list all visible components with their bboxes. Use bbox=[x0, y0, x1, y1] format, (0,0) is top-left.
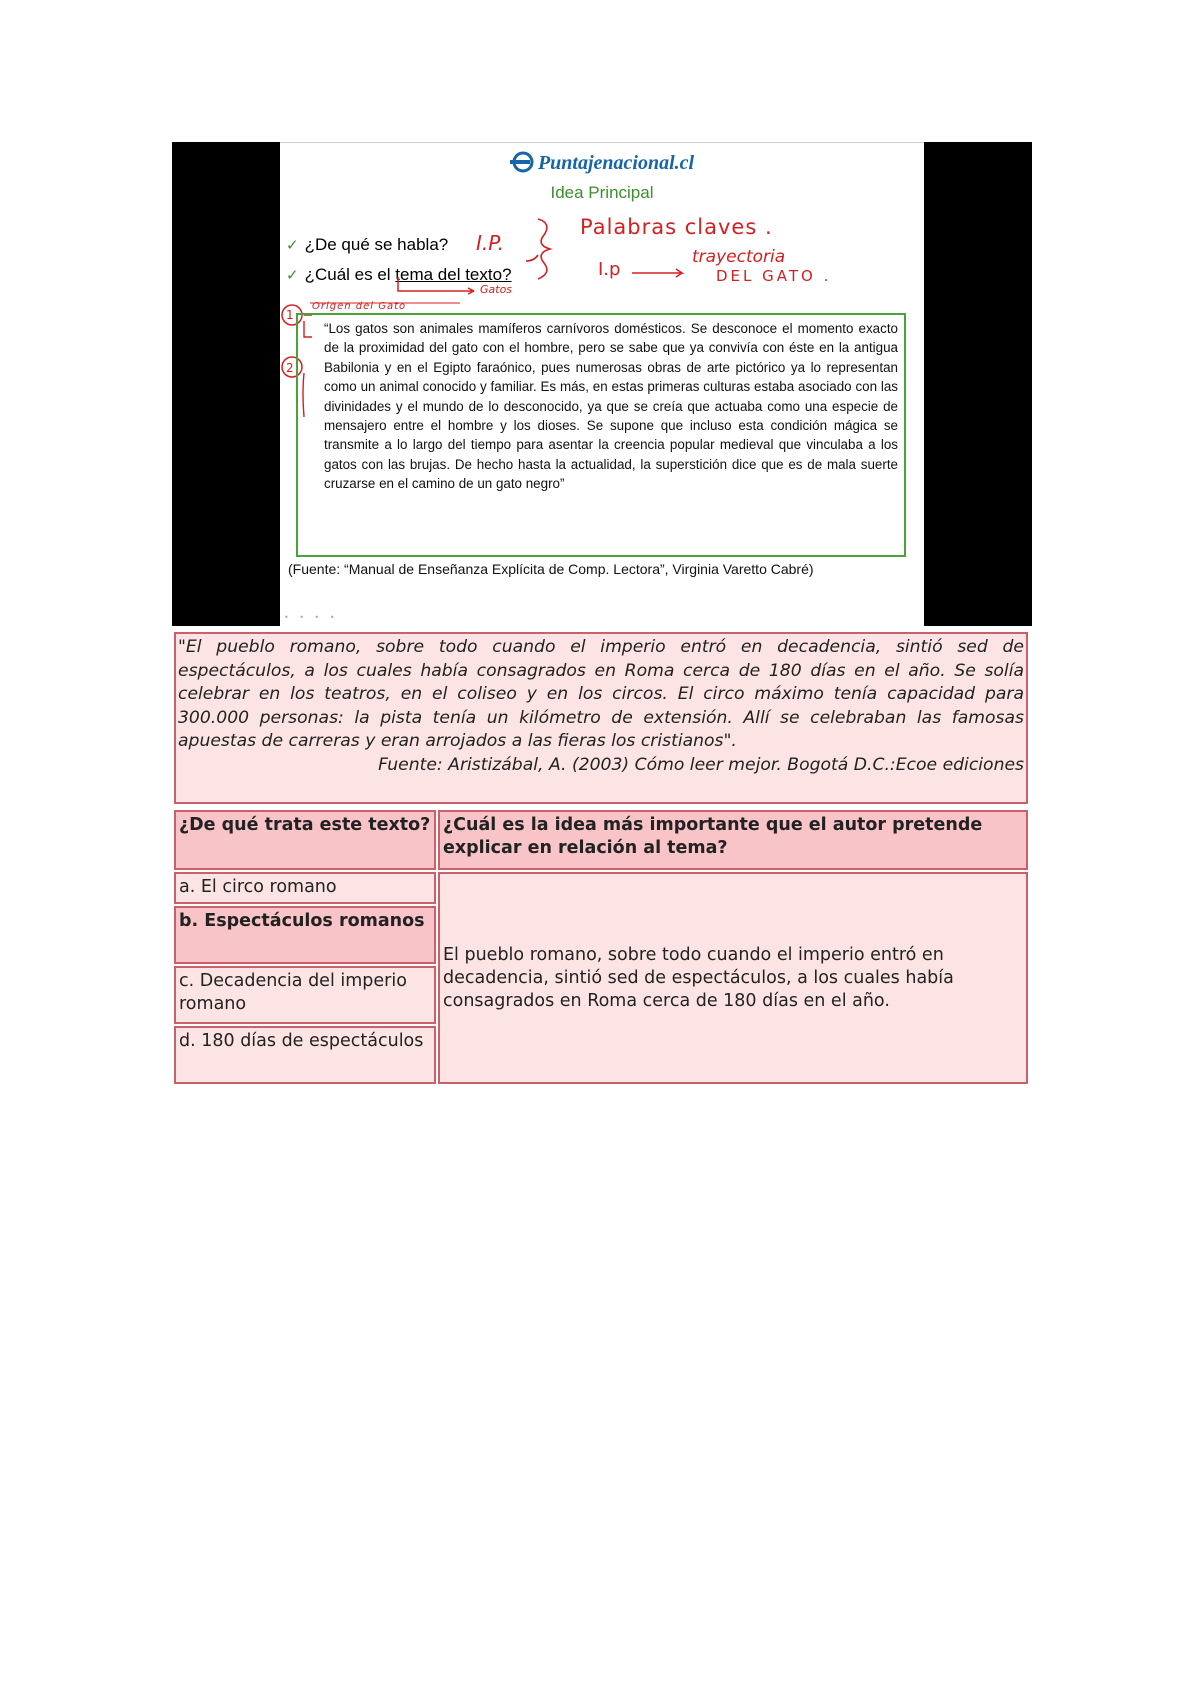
option-c[interactable]: c. Decadencia del imperio romano bbox=[174, 966, 436, 1024]
handwriting-number-two: 2 bbox=[286, 361, 294, 375]
handwriting-number-one: 1 bbox=[286, 308, 294, 322]
handwriting-del-gato: DEL GATO . bbox=[716, 267, 832, 285]
handwriting-origen: Origen del Gato bbox=[312, 301, 407, 312]
table-head-topic: ¿De qué trata este texto? bbox=[174, 810, 436, 870]
passage-source: Fuente: Aristizábal, A. (2003) Cómo leer mejor. Bogotá D.C.:Ecoe ediciones bbox=[378, 754, 1024, 775]
table-head-main-idea: ¿Cuál es la idea más importante que el autor pretende explicar en relación al tema? bbox=[438, 810, 1028, 870]
logo-icon bbox=[510, 151, 536, 173]
option-b-selected[interactable]: b. Espectáculos romanos bbox=[174, 906, 436, 964]
handwriting-trajectory: trayectoria bbox=[692, 247, 786, 267]
logo-text: Puntajenacional.cl bbox=[537, 152, 695, 174]
main-idea-answer bbox=[438, 872, 1028, 1084]
handwriting-gatos: Gatos bbox=[480, 283, 513, 296]
passage-text: "El pueblo romano, sobre todo cuando el imperio entró en decadencia, sintió sed de espectáculos, a los cuales había consagrados en Roma cerca de 180 días en el año. Se solía celebrar en los teatros, en el coliseo y en los circos. El circo máximo tenía capacidad para 300.000 personas: la pista tenía un kilómetro de extensión. Allí se celebraban las famosas apuestas de carreras y eran arrojados a las fieras los cristianos". bbox=[178, 637, 1024, 751]
option-a[interactable]: a. El circo romano bbox=[174, 872, 436, 904]
check-icon: ✓ bbox=[286, 237, 299, 254]
question-one bbox=[286, 235, 448, 255]
check-icon: ✓ bbox=[286, 267, 299, 284]
slide-content bbox=[280, 142, 924, 627]
cat-text-box bbox=[296, 313, 906, 557]
question-two bbox=[286, 265, 512, 285]
cat-text: “Los gatos son animales mamíferos carnívoros domésticos. Se desconoce el momento exacto de la proximidad del gato con el hombre, pero se sabe que ya convivía con éste en la antigua Babilonia y en el Egipto faraónico, pues numerosas obras de arte pictórico ya lo representan como un animal conocido y familiar. Es más, en estas primeras culturas estaba asociado con las divinidades y el mundo de lo desconocido, ya que se creía que actuaba como una especie de mensajero entre el hombre y los dioses. Se supone que incluso esta condición mágica se transmite a lo largo del tiempo para asentar la creencia popular medieval que vinculaba a los gatos con las brujas. De hecho hasta la actualidad, la superstición dice que es de mala suerte cruzarse en el camino de un gato negro” bbox=[324, 321, 898, 492]
handwriting-keywords: Palabras claves . bbox=[580, 215, 773, 239]
slide-logo bbox=[280, 151, 924, 175]
slide-title: Idea Principal bbox=[550, 183, 654, 202]
main-idea-text: El pueblo romano, sobre todo cuando el imperio entró en decadencia, sintió sed de espectáculos, a los cuales había consagrados en Roma cerca de 180 días en el año. bbox=[443, 944, 954, 1011]
roman-passage bbox=[174, 632, 1028, 804]
slide-source: (Fuente: “Manual de Enseñanza Explícita de Comp. Lectora”, Virginia Varetto Cabré) bbox=[288, 561, 814, 577]
slide-nav-dots: • • • • bbox=[284, 613, 339, 622]
handwriting-ip-two: I.p bbox=[598, 259, 621, 280]
slide-screenshot bbox=[172, 142, 1032, 626]
question-one-text: ¿De qué se habla? bbox=[304, 235, 449, 254]
question-two-text: ¿Cuál es el bbox=[304, 265, 396, 284]
handwriting-ip: I.P. bbox=[476, 231, 504, 255]
question-two-underlined: tema del texto? bbox=[395, 265, 512, 284]
option-d[interactable]: d. 180 días de espectáculos bbox=[174, 1026, 436, 1084]
